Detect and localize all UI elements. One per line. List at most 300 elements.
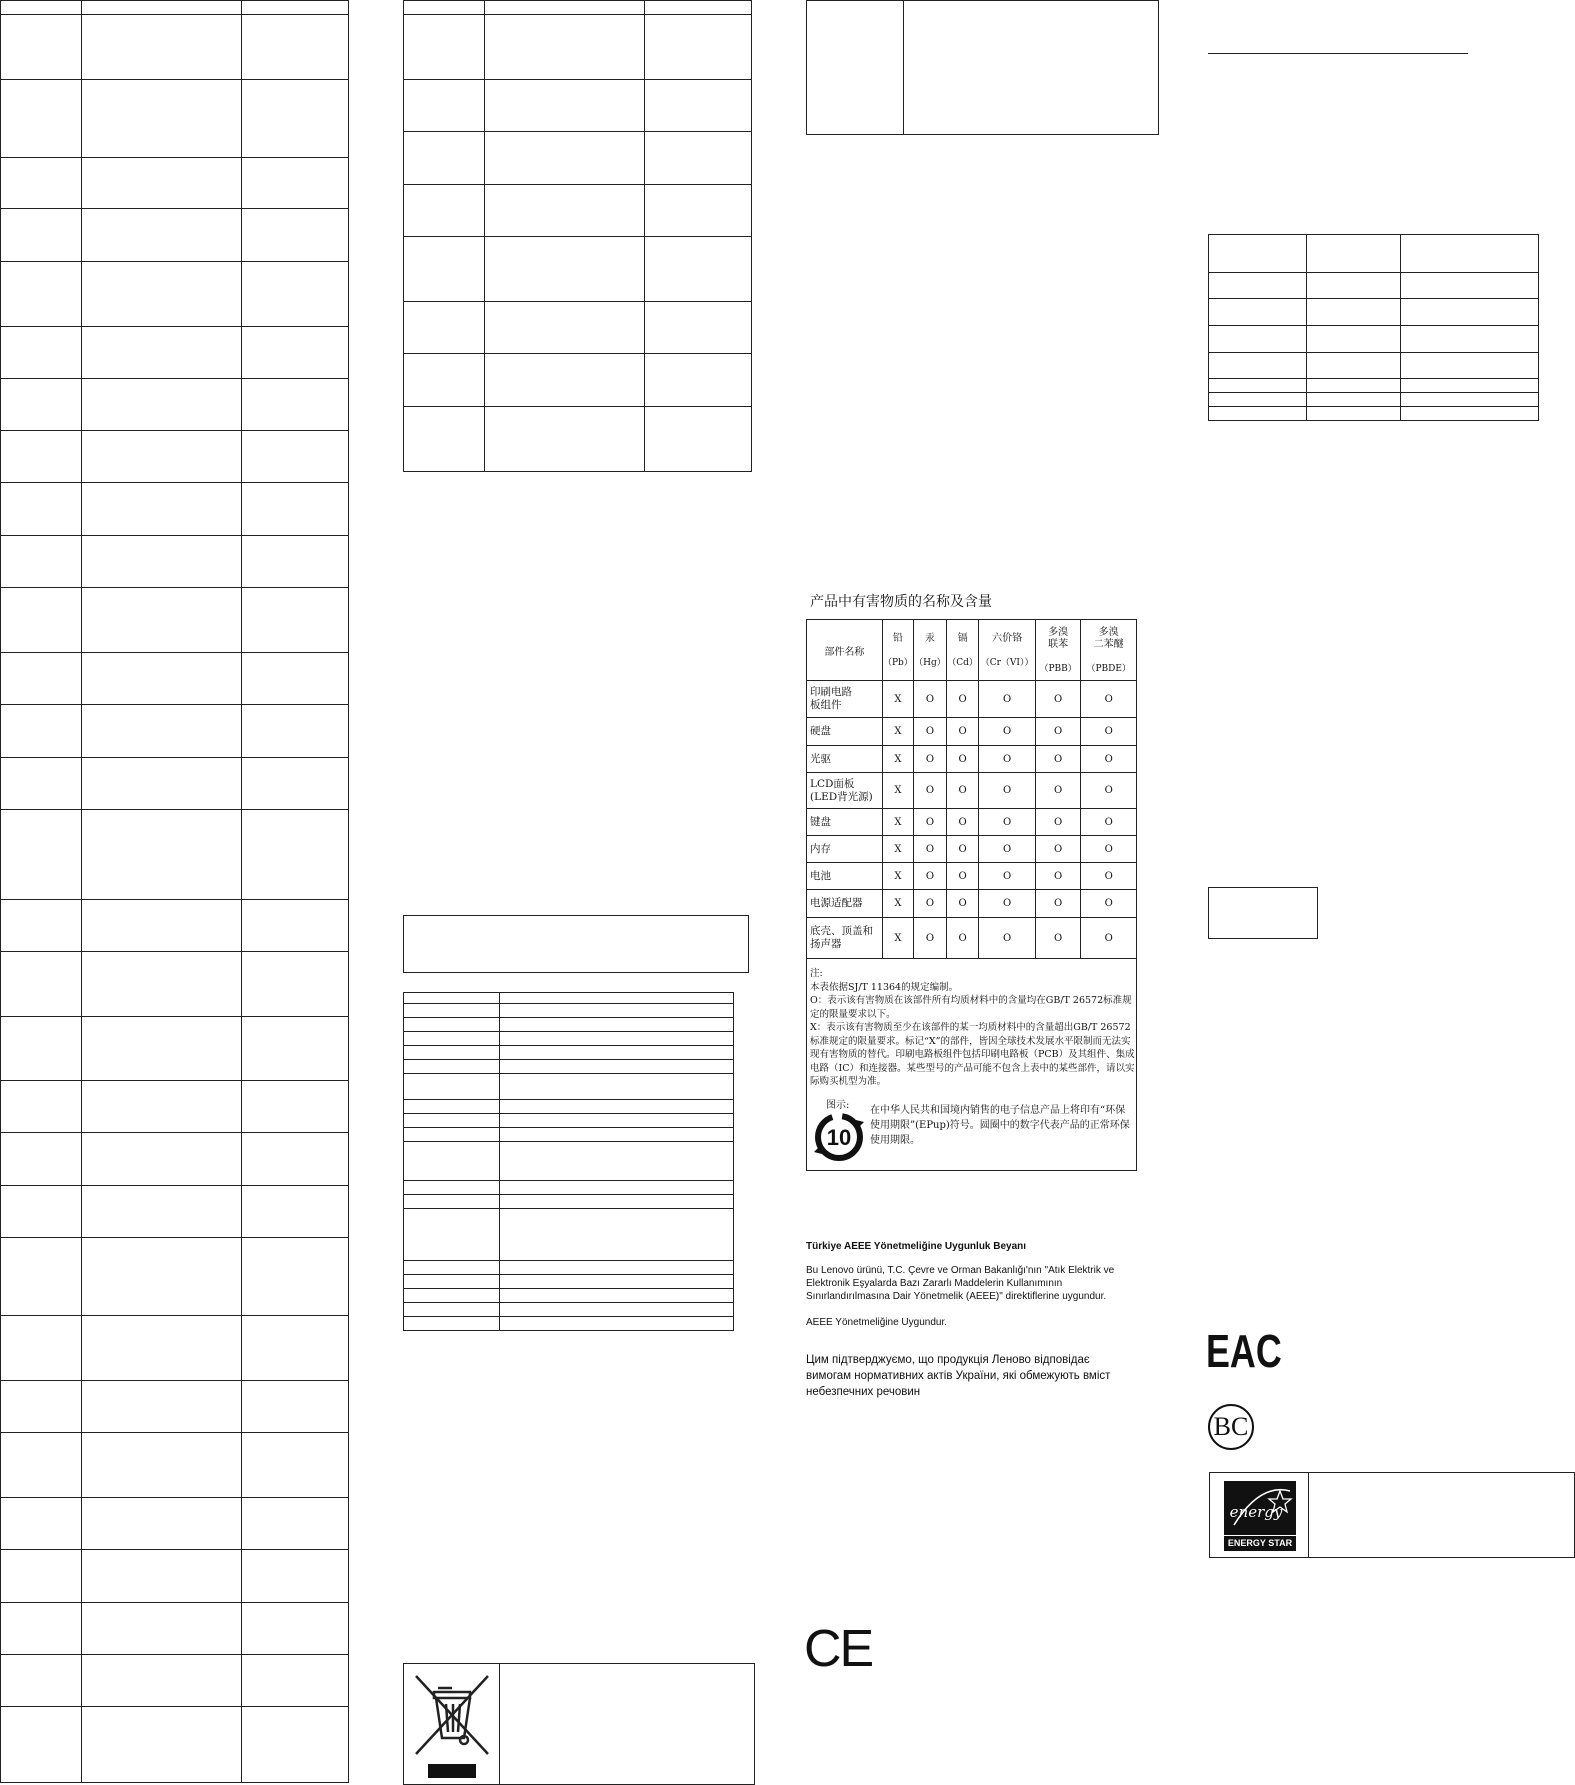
crossed-bin-icon	[412, 1672, 492, 1784]
table-row	[1, 327, 349, 379]
energy-star-script: energy	[1229, 1503, 1283, 1521]
table-cell	[485, 132, 645, 185]
table-cell	[1, 262, 82, 327]
table-row	[1, 1238, 349, 1316]
table-cell	[82, 1133, 242, 1186]
table-cell	[242, 758, 349, 810]
table-cell	[500, 1261, 734, 1275]
table-cell	[404, 1261, 500, 1275]
table-cell	[242, 80, 349, 158]
rohs-value: O	[1035, 681, 1080, 718]
table-cell	[1, 1186, 82, 1238]
table-cell	[1, 379, 82, 431]
table-cell	[242, 379, 349, 431]
rohs-col-symbol: （Pb）	[882, 657, 913, 668]
table-cell	[645, 15, 752, 80]
table-row	[1, 588, 349, 653]
table-row	[1, 80, 349, 158]
table-cell	[1, 483, 82, 536]
table-cell	[242, 1550, 349, 1603]
rohs-value: O	[913, 681, 946, 718]
table-cell	[1209, 235, 1307, 273]
table-row	[1209, 326, 1539, 353]
table-row	[1, 536, 349, 588]
rohs-value: O	[1081, 681, 1137, 718]
rohs-value: O	[946, 918, 978, 959]
table-row	[1, 1707, 349, 1783]
table-cell	[1209, 353, 1307, 379]
turkey-body: Bu Lenovo ürünü, T.C. Çevre ve Orman Bakanlığı'nın "Atık Elektrik ve Elektronik Eşyalarda Bazı Zararlı Maddelerin Kullanımının Sınırlandırılmasına Dair Yönetmelik (AEEE)" direktiflerine uygundur.	[806, 1265, 1115, 1302]
table-cell	[404, 1128, 500, 1142]
table-cell	[404, 1060, 500, 1074]
table-cell	[404, 1004, 500, 1018]
table-cell	[485, 302, 645, 354]
table-cell	[404, 1195, 500, 1209]
ce-mark-icon: CE	[804, 1620, 873, 1678]
table-cell	[242, 1186, 349, 1238]
rohs-part-name: 内存	[807, 836, 883, 863]
table-cell	[1209, 273, 1307, 299]
table-cell	[242, 952, 349, 1017]
rohs-value: O	[946, 890, 978, 918]
rohs-value: X	[882, 718, 913, 746]
table-cell	[404, 354, 485, 407]
rohs-part-name: 光驱	[807, 746, 883, 773]
table-cell	[1, 952, 82, 1017]
table-cell	[242, 1433, 349, 1498]
table-cell	[1307, 393, 1401, 407]
table-cell	[1, 810, 82, 900]
table-row	[1, 1433, 349, 1498]
rohs-part-name: 印刷电路 板组件	[807, 681, 883, 718]
table-cell	[82, 158, 242, 209]
table-cell	[242, 536, 349, 588]
table-cell	[82, 15, 242, 80]
table-cell	[1, 1655, 82, 1707]
table-cell	[1, 536, 82, 588]
table-cell	[1, 1081, 82, 1133]
table-cell	[1, 80, 82, 158]
rohs-value: O	[946, 773, 978, 809]
column2-text-box	[403, 915, 749, 973]
table-row	[1, 1498, 349, 1550]
table-cell	[82, 1498, 242, 1550]
table-cell	[500, 1046, 734, 1060]
col1-table-grid	[0, 0, 349, 1783]
table-row	[404, 1074, 734, 1100]
table-cell	[242, 588, 349, 653]
table-cell	[404, 993, 500, 1004]
table-cell	[645, 237, 752, 302]
rohs-value: O	[946, 836, 978, 863]
rohs-value: O	[913, 746, 946, 773]
table-cell	[1307, 235, 1401, 273]
table-cell	[404, 1074, 500, 1100]
rohs-value: O	[946, 809, 978, 836]
table-row	[404, 1128, 734, 1142]
rohs-value: O	[1035, 773, 1080, 809]
table-cell	[242, 1133, 349, 1186]
col2-list-grid	[403, 992, 734, 1331]
table-row	[404, 1303, 734, 1317]
table-cell	[1, 758, 82, 810]
table-row	[404, 1046, 734, 1060]
table-cell	[404, 237, 485, 302]
table-cell	[1209, 393, 1307, 407]
table-row	[404, 1142, 734, 1181]
table-cell	[82, 327, 242, 379]
table-row	[1, 1017, 349, 1081]
table-cell	[404, 1114, 500, 1128]
table-cell	[82, 1186, 242, 1238]
column3-top-box	[806, 0, 1159, 135]
table-cell	[500, 1317, 734, 1331]
table-cell	[485, 185, 645, 237]
table-row	[404, 1289, 734, 1303]
table-cell	[645, 1, 752, 15]
table-cell	[242, 15, 349, 80]
table-row	[1, 431, 349, 483]
table-cell	[404, 1209, 500, 1261]
table-row	[1209, 407, 1539, 421]
table-cell	[242, 1238, 349, 1316]
table-cell	[500, 1074, 734, 1100]
table-cell	[242, 327, 349, 379]
table-cell	[82, 80, 242, 158]
table-row	[1, 209, 349, 262]
table-cell	[1401, 326, 1539, 353]
table-cell	[645, 407, 752, 472]
rohs-value: X	[882, 836, 913, 863]
table-row	[404, 1181, 734, 1195]
table-cell	[404, 1032, 500, 1046]
rohs-value: O	[979, 681, 1036, 718]
table-cell	[404, 302, 485, 354]
table-cell	[242, 705, 349, 758]
table-cell	[500, 1275, 734, 1289]
epup-text: 在中华人民共和国境内销售的电子信息产品上将印有“环保使用期限”(EPup)符号。圆圈中的数字代表产品的正常环保使用期限。	[870, 1105, 1130, 1146]
rohs-part-name: 电池	[807, 863, 883, 890]
table-cell	[82, 1381, 242, 1433]
table-row	[404, 1114, 734, 1128]
table-row	[404, 132, 752, 185]
note-o: O：表示该有害物质在该部件所有均质材料中的含量均在GB/T 26572标准规定的限量要求以下。	[810, 995, 1132, 1020]
table-cell	[82, 1603, 242, 1655]
table-row	[1, 1, 349, 15]
note-x: X：表示该有害物质至少在该部件的某一均质材料中的含量超出GB/T 26572标准规定的限量要求。标记“X”的部件，皆因全球技术发展水平限制而无法实现有害物质的替代。印刷电路板组件包括印刷电路板（PCB）及其组件、集成电路（IC）和连接器。某些型号的产品可能不包含上表中的某些部件，请以实际购买机型为准。	[810, 1022, 1135, 1087]
table-row	[1, 262, 349, 327]
rohs-value: O	[1035, 890, 1080, 918]
table-cell	[242, 1498, 349, 1550]
table-cell	[485, 15, 645, 80]
table-cell	[500, 1181, 734, 1195]
table-row	[1, 1081, 349, 1133]
rohs-col-symbol: （PBB）	[1039, 663, 1077, 674]
table-row	[1, 1550, 349, 1603]
table-cell	[500, 1209, 734, 1261]
rohs-value: O	[1035, 836, 1080, 863]
table-cell	[404, 1181, 500, 1195]
table-row	[404, 1, 752, 15]
table-cell	[1, 431, 82, 483]
table-cell	[1401, 407, 1539, 421]
table-cell	[500, 1289, 734, 1303]
table-row	[404, 407, 752, 472]
table-cell	[1307, 379, 1401, 393]
table-cell	[82, 1550, 242, 1603]
rohs-value: O	[979, 890, 1036, 918]
table-cell	[82, 1238, 242, 1316]
table-cell	[242, 810, 349, 900]
table-row	[1, 810, 349, 900]
rohs-value: O	[1081, 746, 1137, 773]
table-row	[404, 302, 752, 354]
table-cell	[500, 1114, 734, 1128]
table-cell	[1, 15, 82, 80]
table-cell	[404, 1, 485, 15]
table-cell	[1401, 235, 1539, 273]
table-cell	[1, 653, 82, 705]
table-row	[404, 1032, 734, 1046]
table-row	[1209, 273, 1539, 299]
table-cell	[500, 1018, 734, 1032]
rohs-value: X	[882, 890, 913, 918]
table-cell	[242, 158, 349, 209]
table-cell	[500, 1100, 734, 1114]
table-cell	[242, 209, 349, 262]
rohs-value: O	[913, 773, 946, 809]
table-row	[1, 158, 349, 209]
signature-line	[1208, 53, 1468, 54]
table-cell	[242, 1381, 349, 1433]
table-cell	[1, 327, 82, 379]
rohs-value: O	[1035, 718, 1080, 746]
table-cell	[1, 1133, 82, 1186]
table-cell	[82, 1655, 242, 1707]
rohs-value: O	[946, 746, 978, 773]
table-cell	[485, 407, 645, 472]
table-cell	[242, 900, 349, 952]
table-cell	[1, 1316, 82, 1381]
table-cell	[1209, 326, 1307, 353]
table-cell	[82, 1017, 242, 1081]
table-cell	[1, 158, 82, 209]
table-cell	[1, 1, 82, 15]
table-cell	[1, 1381, 82, 1433]
table-cell	[404, 1303, 500, 1317]
table-row	[404, 185, 752, 237]
table-cell	[1307, 407, 1401, 421]
table-row	[1209, 379, 1539, 393]
table-cell	[485, 80, 645, 132]
table-cell	[82, 379, 242, 431]
turkey-compliance: AEEE Yönetmeliğine Uygundur.	[806, 1317, 948, 1328]
table-cell	[1307, 273, 1401, 299]
table-cell	[242, 653, 349, 705]
table-cell	[82, 653, 242, 705]
table-row	[1209, 299, 1539, 326]
rohs-part-name: 硬盘	[807, 718, 883, 746]
table-cell	[404, 407, 485, 472]
energy-star-box	[1209, 1472, 1575, 1558]
note-label: 注:	[810, 968, 823, 979]
rohs-value: O	[1035, 746, 1080, 773]
table-cell	[1, 588, 82, 653]
table-row	[1, 705, 349, 758]
rohs-value: O	[1035, 863, 1080, 890]
rohs-value: X	[882, 918, 913, 959]
rohs-value: X	[882, 809, 913, 836]
table-cell	[82, 1, 242, 15]
table-cell	[82, 758, 242, 810]
table-cell	[1307, 353, 1401, 379]
rohs-value: O	[946, 681, 978, 718]
rohs-part-name: 键盘	[807, 809, 883, 836]
energy-star-logo	[1224, 1481, 1296, 1551]
table-cell	[485, 354, 645, 407]
col4-table-grid	[1208, 234, 1539, 421]
table-cell	[1, 1550, 82, 1603]
table-cell	[404, 80, 485, 132]
table-cell	[242, 1707, 349, 1783]
table-row	[404, 237, 752, 302]
table-cell	[500, 1128, 734, 1142]
rohs-value: O	[1081, 918, 1137, 959]
table-cell	[500, 1303, 734, 1317]
table-row	[404, 1195, 734, 1209]
rohs-value: O	[979, 746, 1036, 773]
rohs-col-symbol: （Cr（VI））	[980, 657, 1034, 668]
table-row	[404, 1060, 734, 1074]
table-cell	[500, 1142, 734, 1181]
table-cell	[82, 810, 242, 900]
epup-number: 10	[826, 1125, 852, 1150]
rohs-col-name: 汞	[924, 632, 935, 644]
table-cell	[645, 80, 752, 132]
rohs-col-name: 六价铬	[992, 632, 1023, 644]
rohs-value: O	[1035, 918, 1080, 959]
table-cell	[404, 1100, 500, 1114]
table-cell	[485, 237, 645, 302]
weee-box	[403, 1663, 755, 1785]
table-cell	[242, 1603, 349, 1655]
table-cell	[485, 1, 645, 15]
rohs-value: O	[1081, 718, 1137, 746]
table-cell	[1, 705, 82, 758]
table-row	[404, 80, 752, 132]
table-row	[1, 758, 349, 810]
rohs-value: X	[882, 681, 913, 718]
table-row	[1209, 393, 1539, 407]
table-cell	[82, 1707, 242, 1783]
rohs-value: O	[1081, 773, 1137, 809]
table-row	[1209, 353, 1539, 379]
table-cell	[404, 15, 485, 80]
rohs-part-name: 电源适配器	[807, 890, 883, 918]
table-cell	[1, 1603, 82, 1655]
rohs-value: O	[913, 863, 946, 890]
table-row	[404, 993, 734, 1004]
rohs-value: O	[979, 718, 1036, 746]
note-1: 本表依据SJ/T 11364的规定编制。	[810, 981, 959, 993]
rohs-value: X	[882, 863, 913, 890]
table-row	[1, 1186, 349, 1238]
table-row	[404, 1317, 734, 1331]
table-cell	[1401, 273, 1539, 299]
ukraine-text: Цим підтверджуємо, що продукція Леново відповідає вимогам нормативних актів України, які обмежують вміст небезпечних речовин	[806, 1354, 1111, 1398]
table-cell	[1, 1707, 82, 1783]
table-row	[1, 1381, 349, 1433]
rohs-col-part: 部件名称	[807, 620, 883, 681]
table-cell	[1, 900, 82, 952]
table-cell	[82, 952, 242, 1017]
rohs-value: O	[1081, 809, 1137, 836]
rohs-value: O	[946, 863, 978, 890]
rohs-part-name: LCD面板 (LED背光源)	[807, 773, 883, 809]
table-cell	[404, 1289, 500, 1303]
table-cell	[242, 262, 349, 327]
table-cell	[500, 993, 734, 1004]
table-cell	[1401, 393, 1539, 407]
rohs-col-name: 铅	[892, 632, 903, 644]
turkey-title: Türkiye AEEE Yönetmeliğine Uygunluk Beyanı	[806, 1241, 1027, 1252]
table-cell	[500, 1195, 734, 1209]
figure-label: 图示:	[826, 1100, 850, 1111]
table-row	[1, 1316, 349, 1381]
table-row	[404, 1275, 734, 1289]
energy-star-icon	[1224, 1481, 1296, 1535]
epup-icon	[812, 1110, 866, 1164]
table-cell	[1, 1433, 82, 1498]
table-cell	[1, 1017, 82, 1081]
table-row	[1, 1603, 349, 1655]
rohs-col-name: 镉	[957, 632, 968, 644]
table-row	[1, 1655, 349, 1707]
table-row	[404, 1100, 734, 1114]
table-cell	[242, 1017, 349, 1081]
table-cell	[404, 1317, 500, 1331]
rohs-value: X	[882, 773, 913, 809]
rohs-part-name: 底壳、顶盖和 扬声器	[807, 918, 883, 959]
table-cell	[82, 209, 242, 262]
rohs-value: O	[1081, 890, 1137, 918]
rohs-value: O	[979, 918, 1036, 959]
table-cell	[242, 483, 349, 536]
table-row	[404, 354, 752, 407]
table-cell	[1401, 379, 1539, 393]
table-cell	[1209, 299, 1307, 326]
table-row	[1, 900, 349, 952]
rohs-value: O	[1081, 863, 1137, 890]
rohs-value: O	[1035, 809, 1080, 836]
rohs-value: O	[979, 773, 1036, 809]
column4-small-box	[1208, 887, 1318, 939]
bc-mark-text: BC	[1213, 1412, 1249, 1441]
rohs-value: O	[946, 718, 978, 746]
bc-mark-icon	[1208, 1404, 1254, 1450]
rohs-value: O	[913, 718, 946, 746]
rohs-col-symbol: （PBDE）	[1086, 663, 1131, 674]
rohs-value: O	[979, 863, 1036, 890]
table-row	[404, 1261, 734, 1275]
table-row	[1, 379, 349, 431]
table-cell	[645, 302, 752, 354]
table-row	[1, 15, 349, 80]
table-cell	[1307, 326, 1401, 353]
eac-mark-icon: EAC	[1206, 1325, 1282, 1377]
table-cell	[1, 209, 82, 262]
rohs-col-symbol: （Cd）	[947, 657, 978, 668]
